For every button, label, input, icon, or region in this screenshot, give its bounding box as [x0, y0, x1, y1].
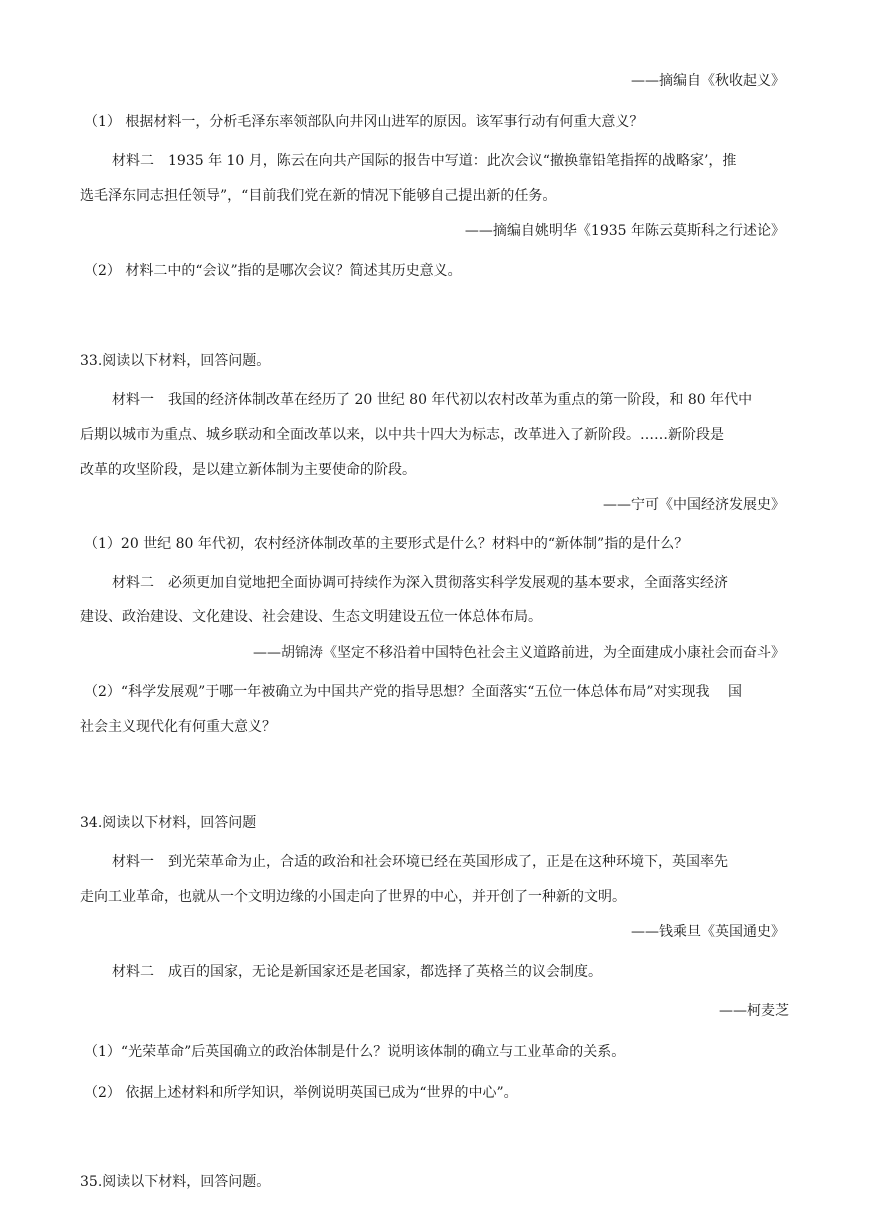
q32-subquestion-1: （1） 根据材料一，分析毛泽东率领部队向井冈山进军的原因。该军事行动有何重大意义？	[84, 114, 644, 130]
q34-subquestion-1: （1）“光荣革命”后英国确立的政治体制是什么？说明该体制的确立与工业革命的关系。	[84, 1044, 626, 1060]
q33-subquestion-2-line-2: 社会主义现代化有何重大意义？	[80, 719, 276, 735]
q35-heading: 35.阅读以下材料，回答问题。	[80, 1174, 271, 1190]
q34-source-2: ——柯麦芝	[719, 1003, 789, 1019]
q33-material-2-line-2: 建设、政治建设、文化建设、社会建设、生态文明建设五位一体总体布局。	[80, 609, 542, 625]
q33-source-1: ——宁可《中国经济发展史》	[603, 497, 785, 513]
q33-material-1-line-2: 后期以城市为重点、城乡联动和全面改革以来，以中共十四大为标志，改革进入了新阶段。……新阶段是	[80, 427, 724, 443]
q32-material-2-line-2: 选毛泽东同志担任领导”，“目前我们党在新的情况下能够自己提出新的任务。	[80, 188, 557, 204]
q33-subquestion-1: （1）20 世纪 80 年代初，农村经济体制改革的主要形式是什么？材料中的“新体制”指的是什么？	[84, 536, 689, 552]
q33-source-2: ——胡锦涛《坚定不移沿着中国特色社会主义道路前进，为全面建成小康社会而奋斗》	[253, 645, 785, 661]
q33-material-1-line-3: 改革的攻坚阶段，是以建立新体制为主要使命的阶段。	[80, 462, 416, 478]
q34-source-1: ——钱乘旦《英国通史》	[631, 924, 785, 940]
q34-subquestion-2: （2） 依据上述材料和所学知识，举例说明英国已成为“世界的中心”。	[84, 1085, 518, 1101]
q34-material-2-line-1: 材料二 成百的国家，无论是新国家还是老国家，都选择了英格兰的议会制度。	[112, 964, 602, 980]
q33-heading: 33.阅读以下材料，回答问题。	[80, 353, 271, 369]
q34-material-1-line-1: 材料一 到光荣革命为止，合适的政治和社会环境已经在英国形成了，正是在这种环境下，英国率先	[112, 854, 728, 870]
q32-subquestion-2: （2） 材料二中的“会议”指的是哪次会议？简述其历史意义。	[84, 263, 462, 279]
q33-subquestion-2-line-1: （2）“科学发展观”于哪一年被确立为中国共产党的指导思想？全面落实“五位一体总体布局”对实现我 国	[84, 684, 742, 700]
q33-material-1-line-1: 材料一 我国的经济体制改革在经历了 20 世纪 80 年代初以农村改革为重点的第一阶段，和 80 年代中	[112, 392, 753, 408]
q32-material-2-line-1: 材料二 1935 年 10 月，陈云在向共产国际的报告中写道：此次会议“撤换靠铅笔指挥的战略家’，推	[112, 153, 737, 169]
q34-heading: 34.阅读以下材料，回答问题	[80, 815, 257, 831]
q32-source-1: ——摘编自《秋收起义》	[631, 73, 785, 89]
q34-material-1-line-2: 走向工业革命，也就从一个文明边缘的小国走向了世界的中心，并开创了一种新的文明。	[80, 889, 626, 905]
q33-material-2-line-1: 材料二 必须更加自觉地把全面协调可持续作为深入贯彻落实科学发展观的基本要求，全面落实经济	[112, 575, 728, 591]
q32-source-2: ——摘编自姚明华《1935 年陈云莫斯科之行述论》	[464, 223, 785, 239]
